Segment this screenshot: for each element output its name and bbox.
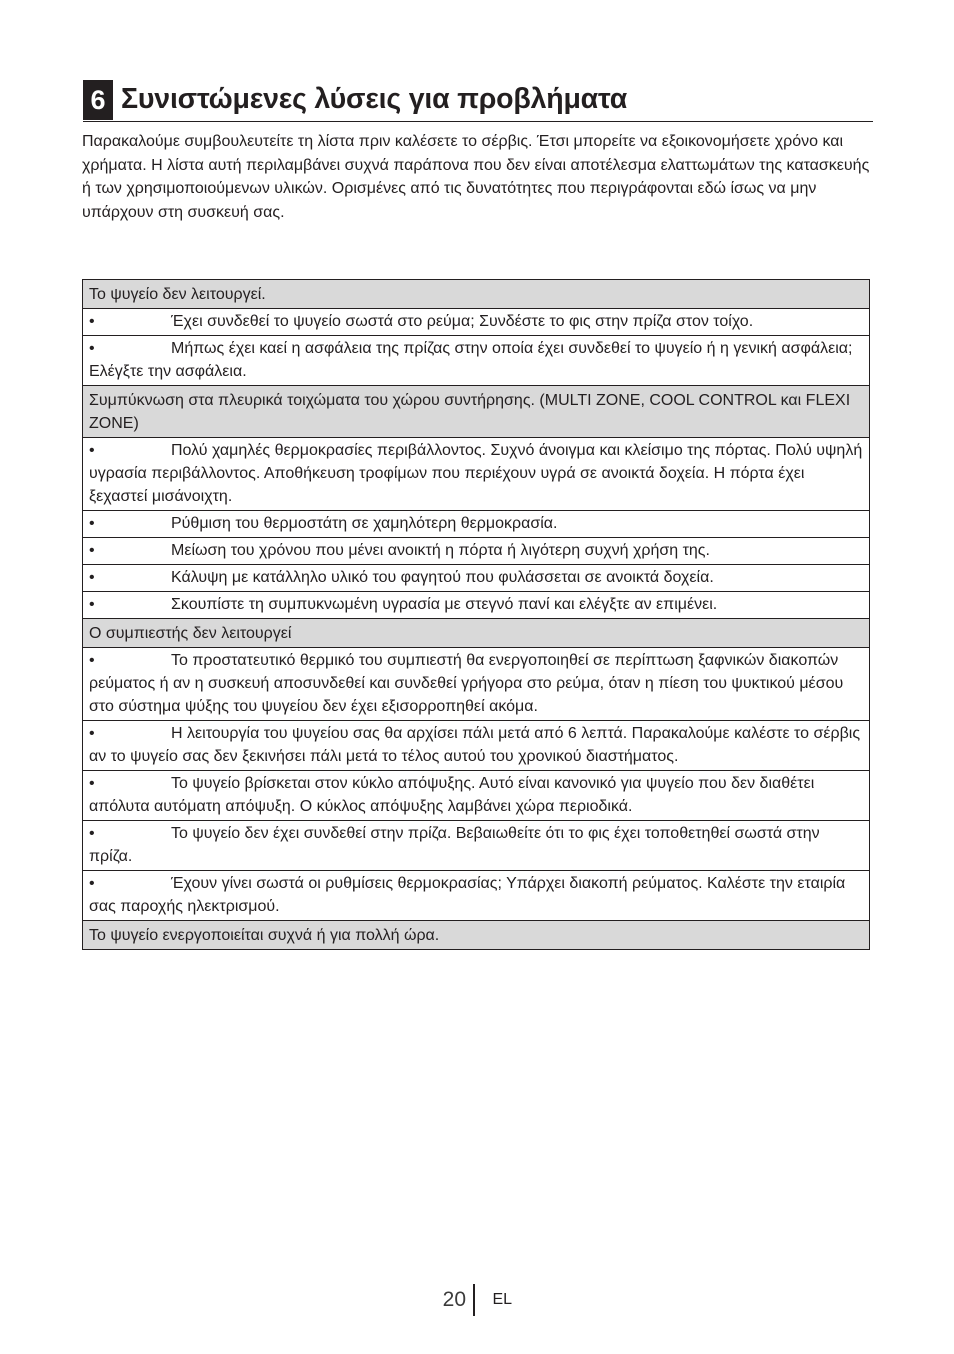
cause-group	[83, 438, 869, 619]
bullet: •	[89, 875, 95, 892]
bullet: •	[89, 442, 95, 459]
page-footer	[420, 1284, 512, 1316]
cause-text: Το προστατευτικό θερμικό του συμπιεστή θα ενεργοποιηθεί σε περίπτωση ξαφνικών διακοπών ρεύματος ή αν η συσκευή αποσυνδεθεί και συνδεθεί γρήγορα στο ρεύμα, όταν η πίεση του ψυκτικού μέσου στο σύστημα ψύξης του ψυγείου δεν έχει εξισορροπηθεί ακόμα.	[89, 652, 844, 715]
bullet: •	[89, 515, 95, 532]
cause-item	[83, 511, 869, 538]
bullet: •	[89, 569, 95, 586]
problem-row: Ο συμπιεστής δεν λειτουργεί	[83, 619, 869, 648]
bullet: •	[89, 542, 95, 559]
cause-group	[83, 648, 869, 921]
cause-item	[83, 871, 869, 920]
bullet: •	[89, 596, 95, 613]
bullet: •	[89, 775, 95, 792]
footer-divider	[473, 1284, 475, 1316]
cause-text: Το ψυγείο βρίσκεται στον κύκλο απόψυξης. Αυτό είναι κανονικό για ψυγείο που δεν διαθέτει απόλυτα αυτόματη απόψυξη. Ο κύκλος απόψυξης λαμβάνει χώρα περιοδικά.	[89, 775, 815, 815]
section-title: Συνιστώμενες λύσεις για προβλήματα	[121, 82, 628, 115]
cause-text: Κάλυψη με κατάλληλο υλικό του φαγητού που φυλάσσεται σε ανοικτά δοχεία.	[171, 569, 714, 586]
cause-item	[83, 721, 869, 771]
bullet: •	[89, 313, 95, 330]
cause-group	[83, 309, 869, 386]
cause-item	[83, 565, 869, 592]
cause-text: Έχει συνδεθεί το ψυγείο σωστά στο ρεύμα; Συνδέστε το φις στην πρίζα στον τοίχο.	[171, 313, 754, 330]
intro-paragraph: Παρακαλούμε συμβουλευτείτε τη λίστα πριν καλέσετε το σέρβις. Έτσι μπορείτε να εξοικονομήσετε χρόνο και χρήματα. Η λίστα αυτή περιλαμβάνει συχνά παράπονα που δεν είναι αποτέλεσμα ελαττωμάτων της κατασκευής ή των χρησιμοποιούμενων υλικών. Ορισμένες από τις δυνατότητες που περιγράφονται εδώ ίσως να μην υπάρχουν στη συσκευή σας.	[82, 133, 870, 221]
cause-item	[83, 538, 869, 565]
cause-item	[83, 592, 869, 618]
bullet: •	[89, 825, 95, 842]
problem-row: Το ψυγείο δεν λειτουργεί.	[83, 280, 869, 309]
troubleshooting-table	[82, 279, 870, 950]
cause-item	[83, 771, 869, 821]
cause-item	[83, 309, 869, 336]
problem-row: Το ψυγείο ενεργοποιείται συχνά ή για πολλή ώρα.	[83, 921, 869, 949]
cause-item	[83, 336, 869, 385]
cause-text: Πολύ χαμηλές θερμοκρασίες περιβάλλοντος. Συχνό άνοιγμα και κλείσιμο της πόρτας. Πολύ υψηλή υγρασία περιβάλλοντος. Αποθήκευση τροφίμων που περιέχουν υγρά σε ανοικτά δοχεία. Η πόρτα έχει ξεχαστεί μισάνοιχτη.	[89, 442, 863, 505]
cause-text: Η λειτουργία του ψυγείου σας θα αρχίσει πάλι μετά από 6 λεπτά. Παρακαλούμε καλέστε το σέρβις αν το ψυγείο σας δεν ξεκινήσει πάλι μετά το τέλος αυτού του χρονικού διαστήματος.	[89, 725, 861, 765]
cause-text: Μείωση του χρόνου που μένει ανοικτή η πόρτα ή λιγότερη συχνή χρήση της.	[171, 542, 710, 559]
section-number: 6	[83, 80, 113, 120]
language-code: EL	[492, 1291, 513, 1308]
problem-row: Συμπύκνωση στα πλευρικά τοιχώματα του χώρου συντήρησης. (MULTI ZONE, COOL CONTROL και FLEXI ZONE)	[83, 386, 869, 438]
cause-text: Έχουν γίνει σωστά οι ρυθμίσεις θερμοκρασίας; Υπάρχει διακοπή ρεύματος. Καλέστε την εταιρία σας παροχής ηλεκτρισμού.	[89, 875, 846, 915]
bullet: •	[89, 725, 95, 742]
cause-text: Σκουπίστε τη συμπυκνωμένη υγρασία με στεγνό πανί και ελέγξτε αν επιμένει.	[171, 596, 718, 613]
cause-item	[83, 821, 869, 871]
bullet: •	[89, 652, 95, 669]
cause-text: Το ψυγείο δεν έχει συνδεθεί στην πρίζα. Βεβαιωθείτε ότι το φις έχει τοποθετηθεί σωστά στην πρίζα.	[89, 825, 820, 865]
section-header	[83, 77, 873, 122]
bullet: •	[89, 340, 95, 357]
cause-text: Ρύθμιση του θερμοστάτη σε χαμηλότερη θερμοκρασία.	[171, 515, 558, 532]
cause-item	[83, 438, 869, 511]
cause-item	[83, 648, 869, 721]
page-number: 20	[442, 1288, 466, 1311]
cause-text: Μήπως έχει καεί η ασφάλεια της πρίζας στην οποία έχει συνδεθεί το ψυγείο ή η γενική ασφάλεια; Ελέγξτε την ασφάλεια.	[89, 340, 853, 380]
